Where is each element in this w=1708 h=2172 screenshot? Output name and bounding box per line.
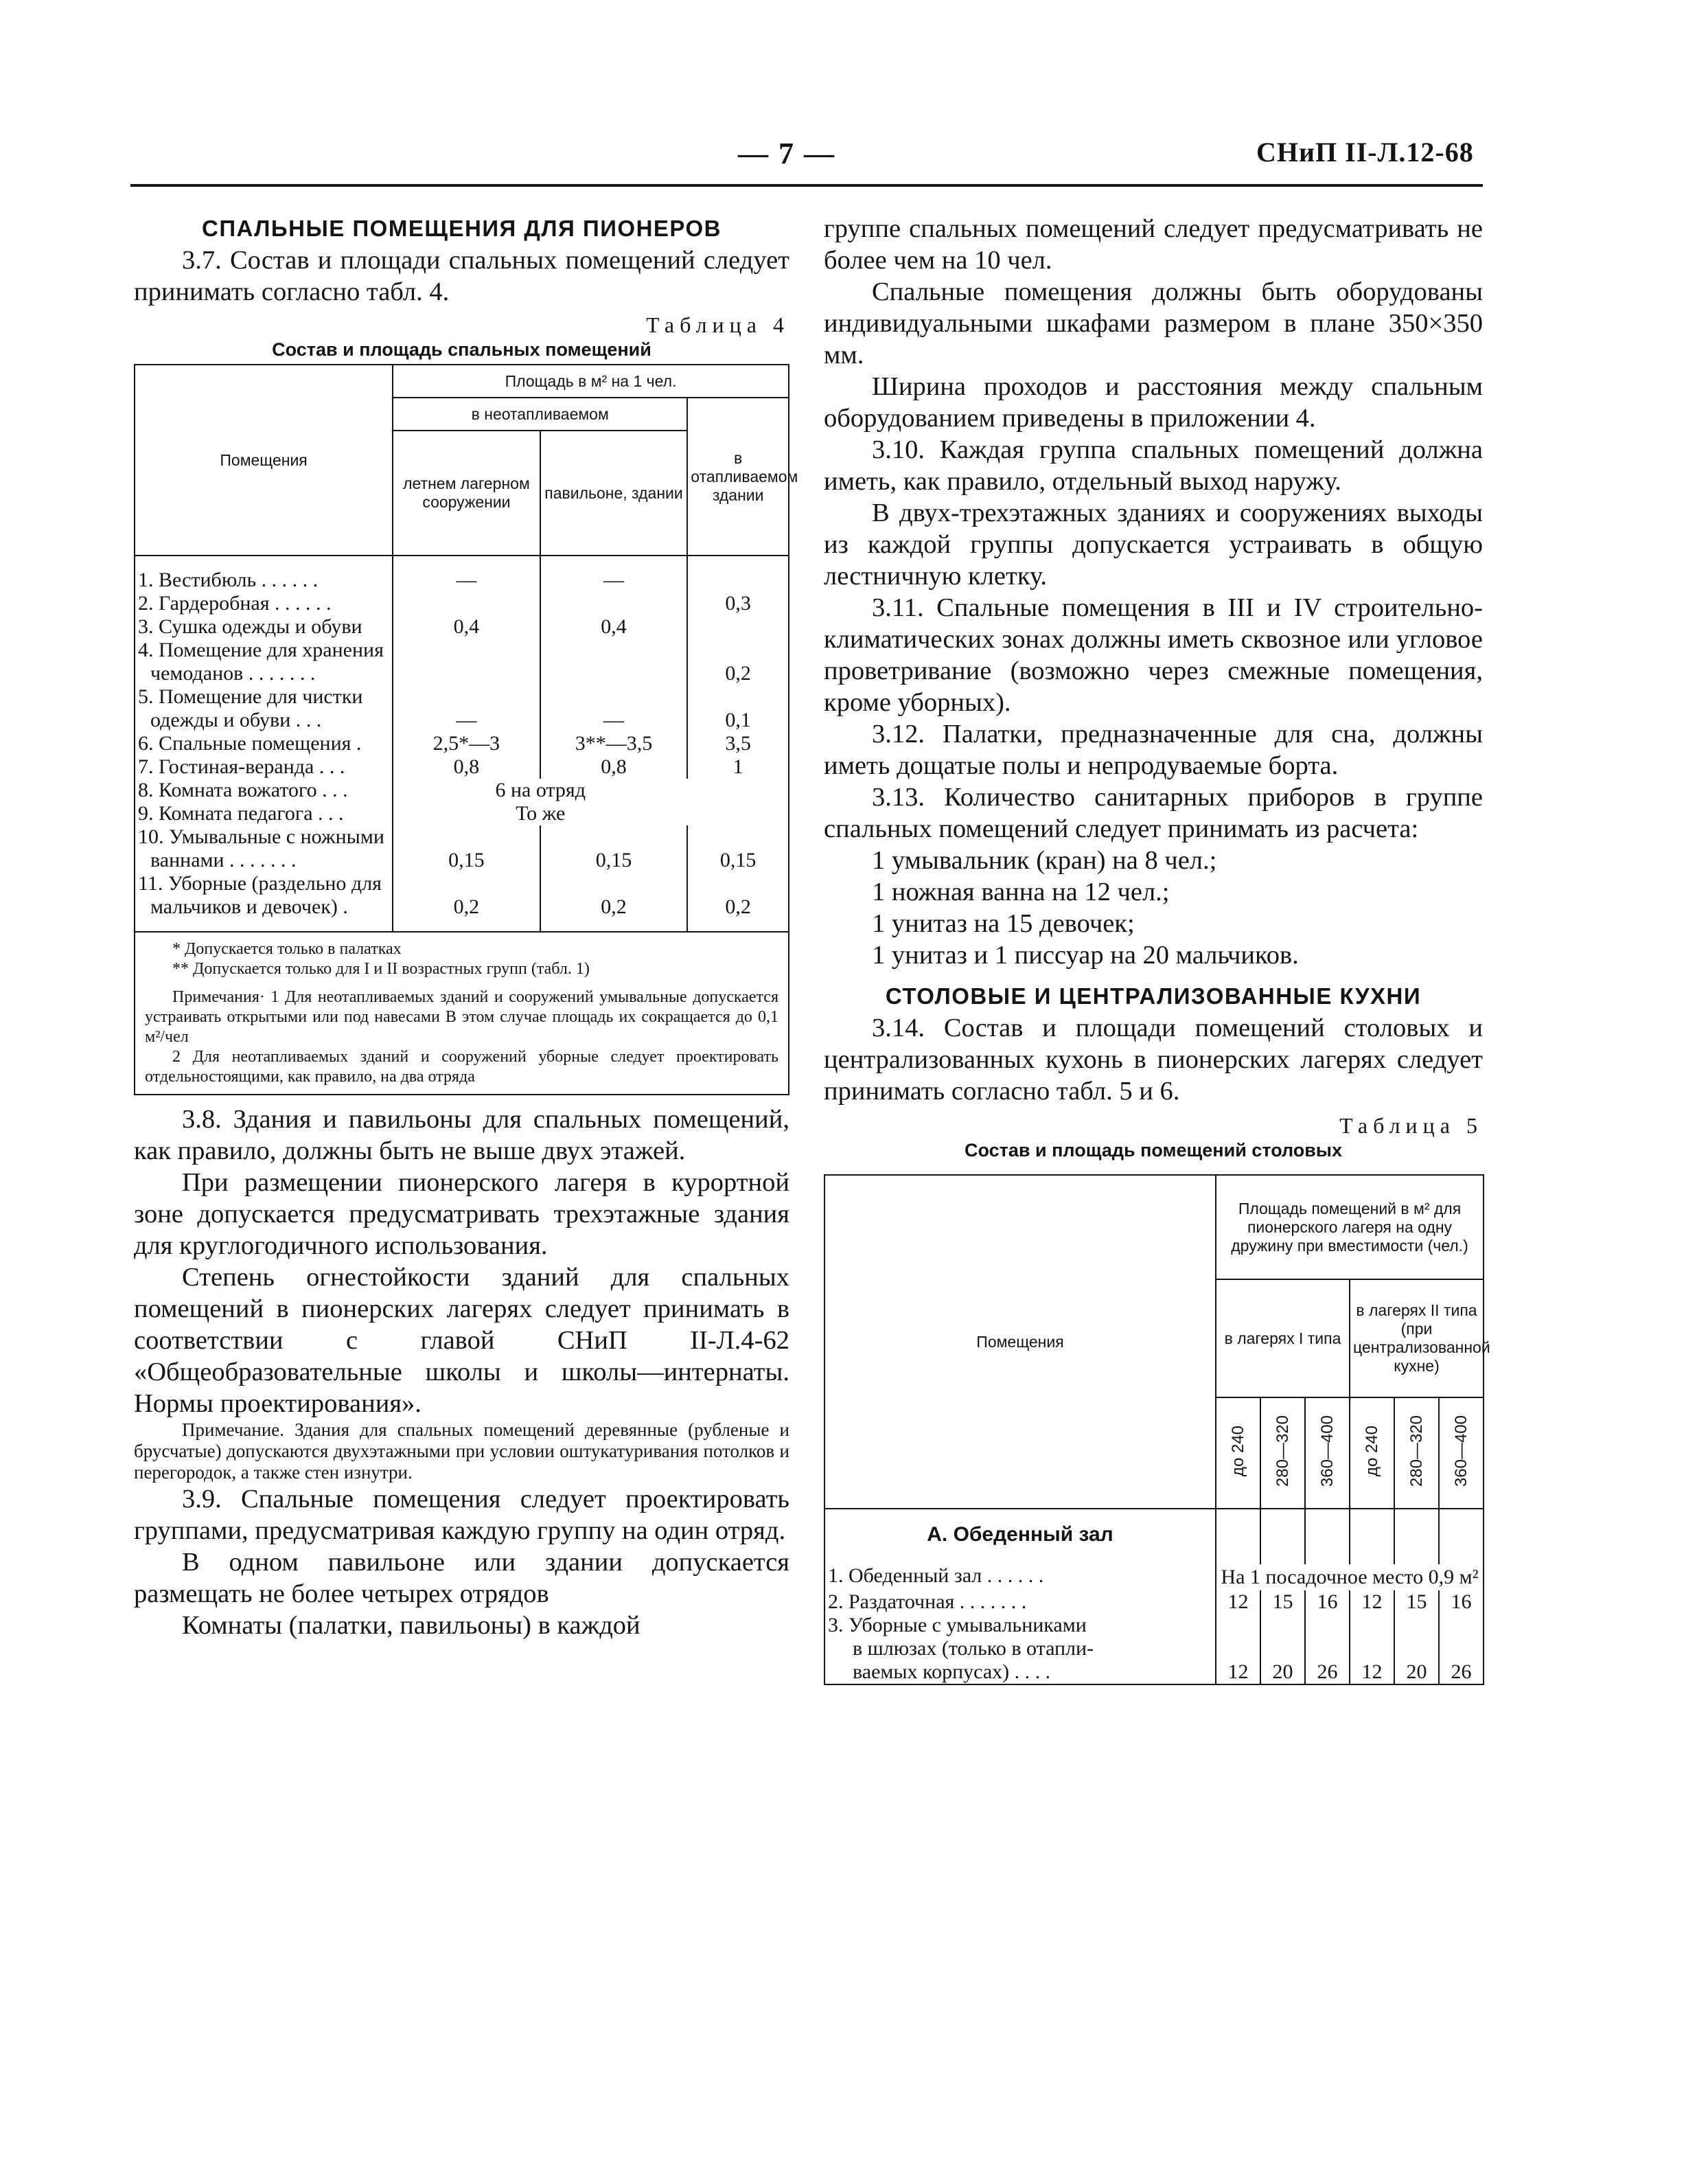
table-row: 4. Помещение для хранения	[135, 639, 789, 662]
table-row: 9. Комната педагога . . . То же	[135, 802, 789, 825]
section-title-sleeping: СПАЛЬНЫЕ ПОМЕЩЕНИЯ ДЛЯ ПИОНЕРОВ	[201, 216, 722, 241]
table-4-grid	[134, 364, 798, 1095]
table-row: 2. Гардеробная . . . . . . 0,3	[135, 592, 789, 615]
table-row: 10. Умывальные с ножными	[135, 825, 789, 849]
paragraph-pavilion: В одном павильоне или здании допускается размещать не более четырех отрядов	[134, 1548, 789, 1608]
table-row: 3. Сушка одежды и обуви 0,4 0,4	[135, 615, 789, 639]
paragraph-3-10: 3.10. Каждая группа спальных помещений должна иметь, как правило, отдельный выход наружу.	[824, 435, 1483, 496]
t5-header-type1: в лагерях I типа	[1216, 1279, 1350, 1397]
table-5-grid	[824, 1174, 1490, 1685]
paragraph-stairs: В двух-трехэтажных зданиях и сооружениях выходы из каждой группы допускается устраивать в общую лестничную клетку.	[824, 499, 1483, 591]
t5-cap-2: 280—320	[1273, 1415, 1292, 1487]
table-row: ваемых корпусах) . . . . 12 20 26 12 20 26	[824, 1660, 1484, 1684]
paragraph-cabinets: Спальные помещения должны быть оборудованы индивидуальными шкафами размером в плане 350×350 мм.	[824, 277, 1483, 369]
table-4-number: Таблица 4	[646, 312, 789, 337]
paragraph-3-12: 3.12. Палатки, предназначенные для сна, должны иметь дощатые полы и непродуваемые борта.	[824, 720, 1483, 780]
paragraph-3-9: 3.9. Спальные помещения следует проектировать группами, предусматривая каждую группу на один отряд.	[134, 1485, 789, 1545]
t4-note-2: 2 Для неотапливаемых зданий и сооружений уборные следует проектировать отдельностоящими, как правило, на два отряда	[145, 1048, 778, 1086]
table-row: в шлюзах (только в отапли-	[824, 1637, 1484, 1660]
t5-cap-1: до 240	[1229, 1425, 1247, 1477]
t5-header-type2: в лагерях II типа (при централизованной кухне)	[1350, 1279, 1484, 1397]
list-item: 1 унитаз и 1 писсуар на 20 мальчиков.	[872, 941, 1299, 970]
paragraph-width: Ширина проходов и расстояния между спальным оборудованием приведены в приложении 4.	[824, 372, 1483, 433]
header-rule	[130, 184, 1483, 187]
t5-section-a: А. Обеденный зал	[824, 1523, 1216, 1564]
paragraph-3-8: 3.8. Здания и павильоны для спальных помещений, как правило, должны быть не выше двух этажей.	[134, 1105, 789, 1165]
paragraph-3-13: 3.13. Количество санитарных приборов в группе спальных помещений следует принимать из расчета:	[824, 783, 1483, 843]
table-row: чемоданов . . . . . . . 0,2	[135, 662, 789, 685]
table-row: ваннами . . . . . . . 0,15 0,15 0,15	[135, 849, 789, 872]
t4-footnote-1: * Допускается только в палатках	[172, 940, 402, 958]
right-column	[824, 213, 1490, 1685]
section-title-canteens: СТОЛОВЫЕ И ЦЕНТРАЛИЗОВАННЫЕ КУХНИ	[885, 983, 1422, 1009]
table-row: 2. Раздаточная . . . . . . . 12 15 16 12 15 16	[824, 1590, 1484, 1614]
table-5-number: Таблица 5	[1339, 1113, 1483, 1138]
t5-header-room: Помещения	[824, 1175, 1216, 1509]
table-row: 7. Гостиная-веранда . . . 0,8 0,8 1	[135, 755, 789, 779]
table-5	[824, 1112, 1490, 1685]
t5-cap-6: 360—400	[1452, 1415, 1470, 1487]
table-row: одежды и обуви . . . — — 0,1	[135, 709, 789, 732]
paragraph-rooms: Комнаты (палатки, павильоны) в каждой	[182, 1611, 640, 1640]
paragraph-fire: Степень огнестойкости зданий для спальных помещений в пионерских лагерях следует принимать в соответствии с главой СНиП II-Л.4-62 «Общеобразовательные школы и школы—интернаты. Нормы проектирования».	[134, 1263, 789, 1418]
t4-footnote-2: ** Допускается только для I и II возрастных групп (табл. 1)	[172, 960, 590, 978]
table-row: 3. Уборные с умывальниками	[824, 1614, 1484, 1637]
note-wooden: Примечание. Здания для спальных помещений деревянные (рубленые и брусчатые) допускаются двухэтажными при условии оштукатуривания потолков и перегородок, а также стен изнутри.	[134, 1419, 789, 1483]
t5-header-area: Площадь помещений в м² для пионерского лагеря на одну дружину при вместимости (чел.)	[1216, 1175, 1484, 1279]
table-5-title: Состав и площадь помещений столовых	[965, 1140, 1342, 1161]
list-item: 1 умывальник (кран) на 8 чел.;	[872, 846, 1217, 875]
left-column	[134, 213, 798, 1641]
t4-header-area: Площадь в м² на 1 чел.	[393, 365, 789, 398]
table-row: мальчиков и девочек) . 0,2 0,2 0,2	[135, 895, 789, 919]
list-item: 1 ножная ванна на 12 чел.;	[872, 878, 1170, 906]
table-4	[134, 312, 798, 1095]
table-row: 5. Помещение для чистки	[135, 685, 789, 709]
paragraph-3-7: 3.7. Состав и площади спальных помещений следует принимать согласно табл. 4.	[134, 246, 789, 306]
t4-header-summer: летнем лагерном сооружении	[393, 431, 540, 556]
t4-header-heated: в отапливаемом здании	[687, 398, 789, 556]
table-row: 1. Обеденный зал . . . . . . На 1 посадочное место 0,9 м²	[824, 1564, 1484, 1590]
t5-cap-4: до 240	[1363, 1425, 1381, 1477]
t5-cap-5: 280—320	[1407, 1415, 1426, 1487]
t4-header-unheated: в неотапливаемом	[393, 398, 687, 431]
table-row: 1. Вестибюль . . . . . . — —	[135, 569, 789, 592]
table-row: 8. Комната вожатого . . . 6 на отряд	[135, 779, 789, 802]
document-code: СНиП II-Л.12-68	[1256, 137, 1474, 168]
page-number: — 7 —	[738, 137, 835, 170]
t5-cap-3: 360—400	[1318, 1415, 1337, 1487]
paragraph-continued: группе спальных помещений следует предусматривать не более чем на 10 чел.	[824, 214, 1483, 275]
paragraph-resort: При размещении пионерского лагеря в курортной зоне допускается предусматривать трехэтажные здания для круглогодичного использования.	[134, 1168, 789, 1260]
table-4-title: Состав и площадь спальных помещений	[272, 339, 651, 360]
t4-note-1: Примечания· 1 Для неотапливаемых зданий и сооружений умывальные допускается устраивать открытыми или под навесами В этом случае площадь их сокращается до 0,1 м²/чел	[145, 988, 778, 1046]
paragraph-3-11: 3.11. Спальные помещения в III и IV строительно-климатических зонах должны иметь сквозное или угловое проветривание (возможно через смежные помещения, кроме уборных).	[824, 593, 1483, 717]
t4-header-room: Помещения	[135, 365, 393, 556]
table-row: 6. Спальные помещения . 2,5*—3 3**—3,5 3,5	[135, 732, 789, 755]
t4-header-pavilion: павильоне, здании	[540, 431, 688, 556]
list-item: 1 унитаз на 15 девочек;	[872, 909, 1135, 938]
table-row: 11. Уборные (раздельно для	[135, 872, 789, 895]
paragraph-3-14: 3.14. Состав и площади помещений столовых и централизованных кухонь в пионерских лагерях следует принимать согласно табл. 5 и 6.	[824, 1014, 1483, 1106]
